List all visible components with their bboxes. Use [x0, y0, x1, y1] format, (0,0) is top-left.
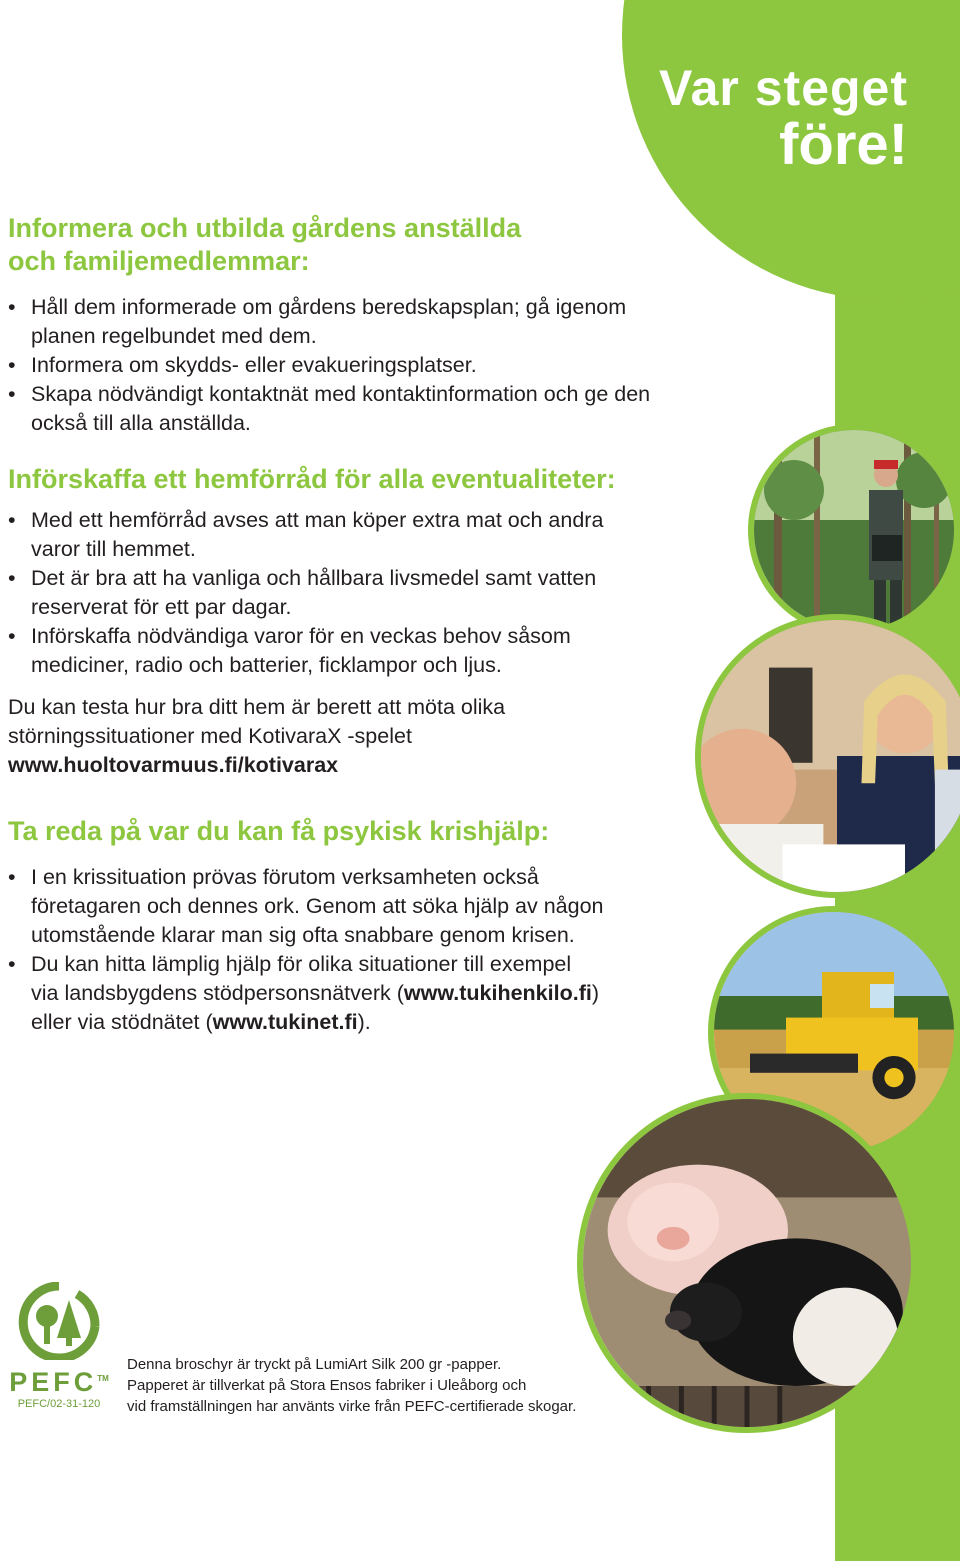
paragraph-line: störningssituationer med KotivaraX -spelet	[8, 724, 412, 748]
photo-pigs	[577, 1093, 917, 1433]
section-heading-crisis-help: Ta reda på var du kan få psykisk krishjälp:	[8, 816, 550, 846]
list-item-text: Införskaffa nödvändiga varor för en veckas behov såsom	[31, 624, 571, 648]
slogan-line-2: före!	[779, 111, 908, 177]
slogan-line-1: Var steget	[658, 60, 908, 116]
paragraph-line: Du kan testa hur bra ditt hem är berett att möta olika	[8, 695, 506, 719]
pefc-code: PEFC/02-31-120	[17, 1398, 101, 1410]
print-info-note	[127, 1354, 576, 1417]
list-item-text: varor till hemmet.	[31, 537, 196, 561]
note-line: Denna broschyr är tryckt på LumiArt Silk 200 gr -papper.	[127, 1356, 502, 1373]
pefc-logo-text: PEFC	[9, 1367, 98, 1397]
photo-forest-worker	[748, 424, 960, 636]
kotivarax-link[interactable]: www.huoltovarmuus.fi/kotivarax	[8, 753, 339, 777]
list-item-text: Informera om skydds- eller evakueringsplatser.	[31, 353, 477, 377]
list-item	[8, 380, 728, 438]
supplies-bullet-list	[8, 506, 728, 680]
pefc-trademark: TM	[97, 1374, 109, 1383]
list-item-text: Det är bra att ha vanliga och hållbara livsmedel samt vatten	[31, 566, 597, 590]
pefc-logo	[8, 1282, 110, 1410]
tukinet-link[interactable]: www.tukinet.fi	[212, 1010, 358, 1034]
list-item-text: mediciner, radio och batterier, ficklampor och ljus.	[31, 653, 502, 677]
note-line: Papperet är tillverkat på Stora Ensos fabriker i Uleåborg och	[127, 1377, 527, 1394]
main-content	[8, 212, 728, 1037]
section-heading-inform	[8, 212, 728, 278]
list-item-text: Med ett hemförråd avses att man köper extra mat och andra	[31, 508, 604, 532]
heading-line: och familjemedlemmar:	[8, 246, 310, 276]
list-item-text: Håll dem informerade om gårdens beredskapsplan; gå igenom	[31, 295, 627, 319]
list-item-text: Skapa nödvändigt kontaktnät med kontaktinformation och ge den	[31, 382, 651, 406]
list-item	[8, 351, 728, 380]
section-heading-supplies: Införskaffa ett hemförråd för alla eventualiteter:	[8, 464, 616, 494]
pefc-logo-icon	[11, 1282, 107, 1360]
list-item	[8, 506, 728, 564]
list-item-text: ).	[357, 1010, 371, 1034]
list-item	[8, 950, 728, 1037]
list-item	[8, 863, 728, 950]
list-item-text: företagaren och dennes ork. Genom att söka hjälp av någon	[31, 894, 604, 918]
inform-bullet-list	[8, 293, 728, 438]
list-item-text: )	[591, 981, 599, 1005]
tukihenkilo-link[interactable]: www.tukihenkilo.fi	[403, 981, 592, 1005]
list-item-text: Du kan hitta lämplig hjälp för olika situationer till exempel	[31, 952, 572, 976]
photo-people-meeting	[695, 614, 960, 898]
list-item	[8, 293, 728, 351]
list-item-text: också till alla anställda.	[31, 411, 251, 435]
list-item-text: via landsbygdens stödpersonsnätverk (	[31, 981, 404, 1005]
list-item-text: reserverat för ett par dagar.	[31, 595, 292, 619]
list-item-text: utomstående klarar man sig ofta snabbare genom krisen.	[31, 923, 575, 947]
slogan	[659, 62, 908, 175]
crisis-bullet-list	[8, 863, 728, 1037]
heading-line: Informera och utbilda gårdens anställda	[8, 213, 522, 243]
list-item-text: eller via stödnätet (	[31, 1010, 213, 1034]
list-item-text: I en krissituation prövas förutom verksamheten också	[31, 865, 539, 889]
list-item	[8, 564, 728, 622]
kotivarax-paragraph	[8, 693, 728, 780]
list-item-text: planen regelbundet med dem.	[31, 324, 317, 348]
note-line: vid framställningen har använts virke från PEFC-certifierade skogar.	[127, 1398, 577, 1415]
list-item	[8, 622, 728, 680]
